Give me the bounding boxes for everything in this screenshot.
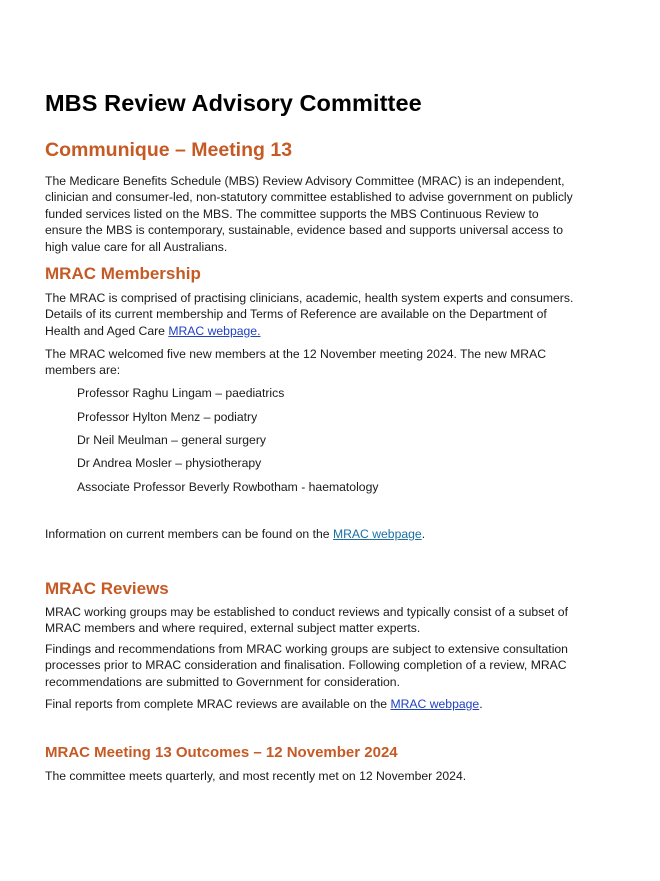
reviews-line: processes prior to MRAC consideration and finalisation. Following completion of a review, MRAC — [45, 658, 567, 673]
member-item: Associate Professor Beverly Rowbotham - haematology — [77, 480, 379, 494]
membership-line: Details of its current membership and Terms of Reference are available on the Department of — [45, 307, 547, 322]
reviews-final-line — [45, 696, 605, 712]
new-members-line: The MRAC welcomed five new members at the 12 November meeting 2024. The new MRAC — [45, 347, 547, 361]
communique-heading: Communique – Meeting 13 — [45, 139, 293, 161]
outcomes-paragraph — [45, 768, 605, 784]
new-members-line: members are: — [45, 363, 121, 378]
membership-heading: MRAC Membership — [45, 264, 201, 283]
member-item: Dr Neil Meulman – general surgery — [77, 433, 266, 447]
membership-paragraph — [45, 290, 605, 339]
reviews-final-end: . — [479, 697, 483, 711]
membership-line-last — [45, 323, 605, 339]
members-info-paragraph — [45, 526, 605, 542]
reviews-paragraph-1 — [45, 604, 605, 637]
intro-paragraph — [45, 173, 605, 255]
page-title: MBS Review Advisory Committee — [45, 90, 422, 116]
new-members-intro — [45, 346, 605, 379]
reviews-line: MRAC members and where required, external subject matter experts. — [45, 621, 421, 636]
member-item: Dr Andrea Mosler – physiotherapy — [77, 456, 262, 470]
membership-line: The MRAC is comprised of practising clinicians, academic, health system experts and consumers. — [45, 291, 574, 305]
members-info-end: . — [421, 527, 426, 541]
member-item: Professor Raghu Lingam – paediatrics — [77, 386, 285, 400]
members-info-line — [45, 526, 605, 542]
intro-line: clinician and consumer-led, non-statutory committee established to advise government on publicly — [45, 190, 573, 205]
intro-line: ensure the MBS is contemporary, sustainable, evidence based and supports universal access to — [45, 223, 564, 238]
reviews-line: recommendations are submitted to Government for consideration. — [45, 674, 400, 689]
outcomes-heading: MRAC Meeting 13 Outcomes – 12 November 2024 — [45, 744, 398, 761]
reviews-paragraph-2 — [45, 641, 605, 690]
reviews-line: MRAC working groups may be established to conduct reviews and typically consist of a subset of — [45, 605, 568, 619]
intro-line: The Medicare Benefits Schedule (MBS) Review Advisory Committee (MRAC) is an independent, — [45, 174, 565, 188]
reviews-line: Findings and recommendations from MRAC working groups are subject to extensive consultation — [45, 642, 568, 656]
mrac-webpage-link[interactable]: MRAC webpage — [332, 527, 422, 541]
intro-line: high value care for all Australians. — [45, 239, 228, 254]
members-info-text: Information on current members can be found on the — [45, 527, 333, 541]
reviews-heading: MRAC Reviews — [45, 579, 169, 598]
membership-line-text: Health and Aged Care — [45, 323, 169, 338]
reviews-paragraph-3 — [45, 696, 605, 712]
intro-line: funded services listed on the MBS. The committee supports the MBS Continuous Review to — [45, 206, 539, 221]
reviews-final-text: Final reports from complete MRAC reviews are available on the — [45, 697, 391, 711]
member-item: Professor Hylton Menz – podiatry — [77, 410, 258, 424]
mrac-webpage-link[interactable]: MRAC webpage — [390, 697, 480, 711]
outcomes-line: The committee meets quarterly, and most recently met on 12 November 2024. — [45, 769, 467, 783]
mrac-webpage-link[interactable]: MRAC webpage. — [168, 323, 261, 338]
